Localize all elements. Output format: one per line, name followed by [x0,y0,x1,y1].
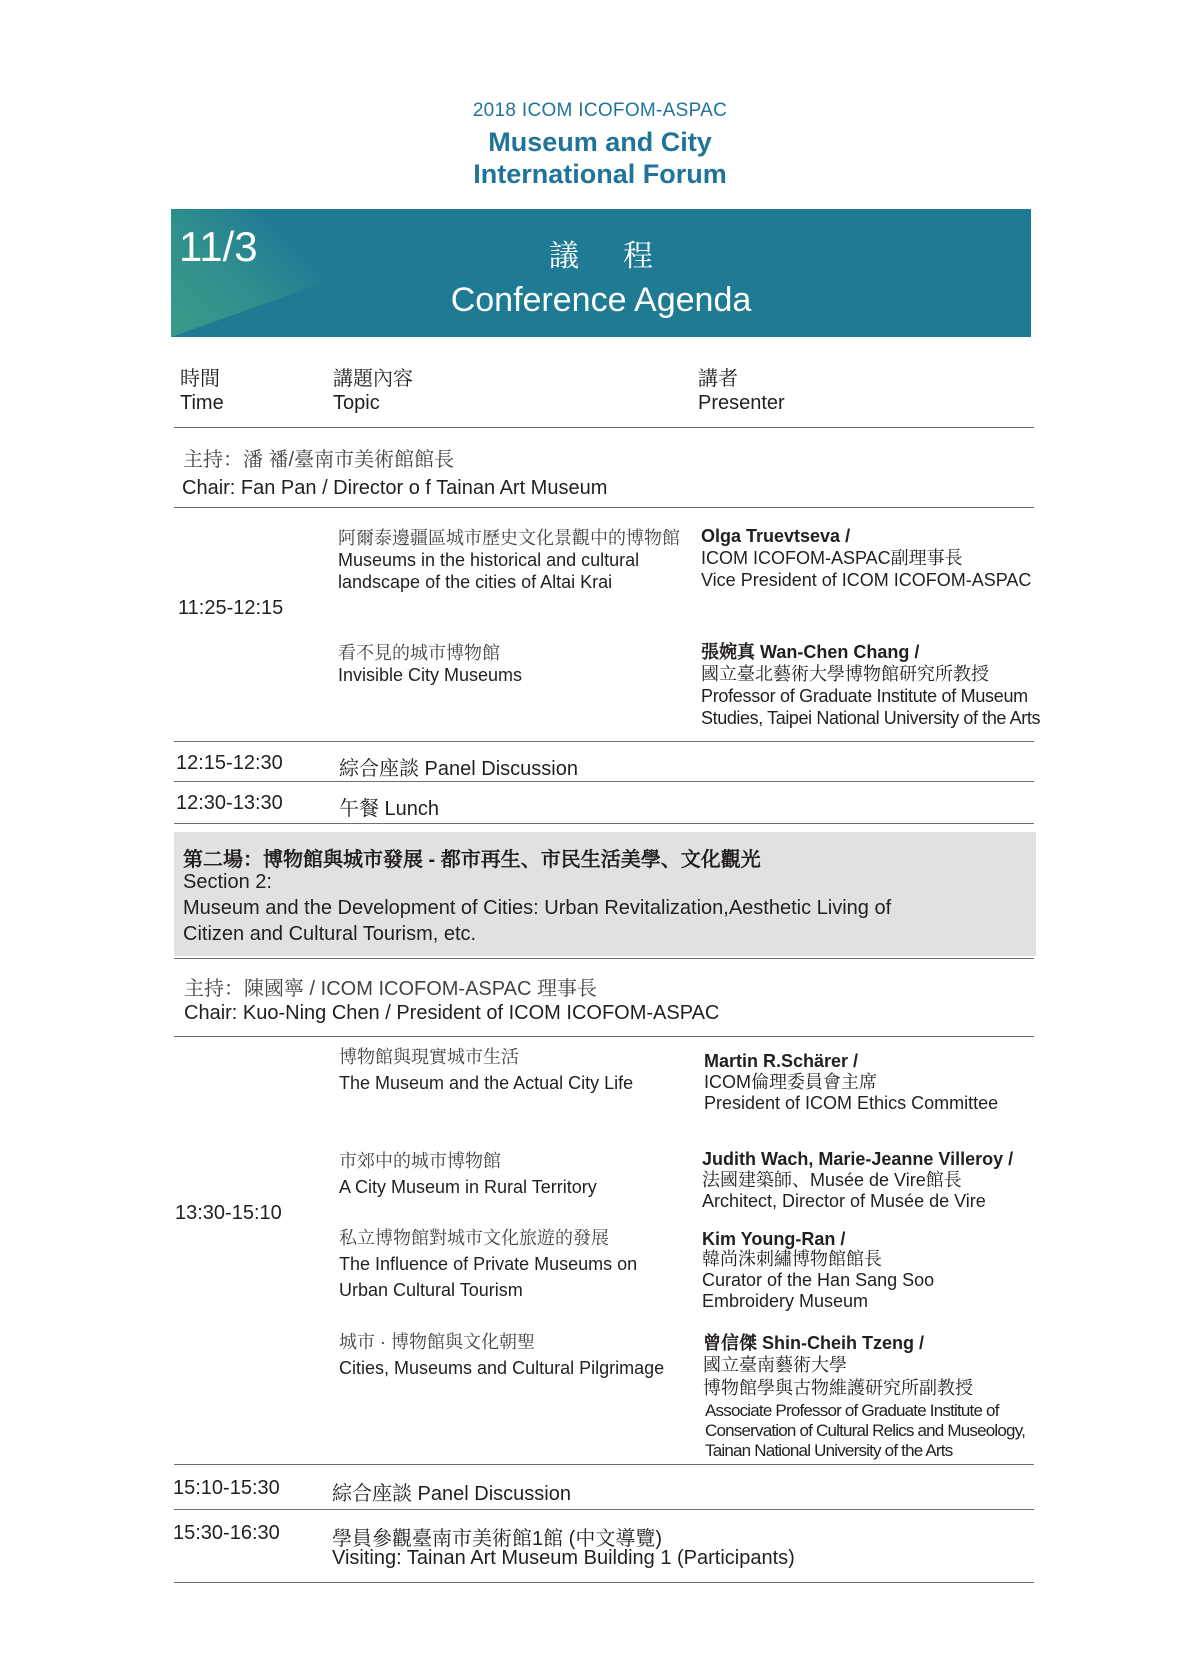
event-title-line1: Museum and City [488,127,712,157]
talk2-presenter-role-en: Studies, Taipei National University of the Arts [701,708,1041,728]
talk5-topic-en: The Influence of Private Museums on [339,1254,638,1274]
talk6-presenter-role-zh: 博物館學與古物維護研究所副教授 [703,1378,973,1398]
chair1-en: Chair: Fan Pan / Director o f Tainan Art Museum [182,477,608,499]
talk1-presenter-name: Olga Truevtseva / [701,526,851,546]
talk6-topic-en: Cities, Museums and Cultural Pilgrimage [339,1358,665,1378]
visit-time: 15:30-16:30 [173,1522,280,1544]
divider [174,1582,1034,1583]
block2-time: 13:30-15:10 [175,1202,282,1224]
chair1-zh: 主持：潘 襎/臺南市美術館館長 [183,449,455,471]
chair2-zh: 主持：陳國寧 / ICOM ICOFOM-ASPAC 理事長 [184,978,597,1000]
banner-title-en: Conference Agenda [450,281,752,319]
block1-time: 11:25-12:15 [178,597,284,619]
event-year-org: 2018 ICOM ICOFOM-ASPAC [472,100,728,121]
section2-label: Section 2: [183,871,272,893]
divider [174,741,1034,742]
divider [174,958,1034,959]
talk2-presenter-name: 張婉真 Wan-Chen Chang / [701,642,920,662]
talk4-presenter-role-zh: 法國建築師、Musée de Vire館長 [702,1170,962,1190]
talk6-presenter-role-en: Associate Professor of Graduate Institute of [705,1401,999,1420]
talk2-presenter-role-zh: 國立臺北藝術大學博物館研究所教授 [701,664,989,684]
lunch-label: 午餐 Lunch [339,798,440,820]
talk1-presenter-role-en: Vice President of ICOM ICOFOM-ASPAC [701,570,1032,590]
talk3-topic-zh: 博物館與現實城市生活 [339,1047,519,1067]
col-presenter-zh: 講者 [698,368,738,390]
talk2-presenter-role-en: Professor of Graduate Institute of Museum [701,686,1028,706]
divider [174,1509,1034,1510]
visit-label-en: Visiting: Tainan Art Museum Building 1 (Participants) [332,1547,795,1569]
section2-title-en: Museum and the Development of Cities: Urban Revitalization,Aesthetic Living of [183,897,892,919]
section2-title-zh: 第二場：博物館與城市發展 - 都市再生、市民生活美學、文化觀光 [183,849,761,871]
talk6-topic-zh: 城市 · 博物館與文化朝聖 [339,1332,535,1352]
talk5-presenter-role-zh: 韓尚洙刺繡博物館館長 [702,1249,882,1269]
panel1-label: 綜合座談 Panel Discussion [339,758,578,780]
panel2-time: 15:10-15:30 [173,1477,280,1499]
banner-date: 11/3 [179,223,258,270]
panel2-label: 綜合座談 Panel Discussion [332,1483,571,1505]
divider [174,507,1034,508]
talk1-topic-zh: 阿爾泰邊疆區城市歷史文化景觀中的博物館 [338,528,680,548]
talk3-presenter-role-en: President of ICOM Ethics Committee [704,1093,999,1113]
section2-title-en: Citizen and Cultural Tourism, etc. [183,923,477,945]
talk3-presenter-role-zh: ICOM倫理委員會主席 [704,1072,877,1092]
agenda-banner [171,209,1031,337]
event-title-line2: International Forum [473,159,727,189]
col-time-en: Time [180,392,224,414]
divider [174,1036,1034,1037]
divider [174,427,1034,428]
talk5-presenter-role-en: Embroidery Museum [702,1291,869,1311]
talk1-presenter-role-zh: ICOM ICOFOM-ASPAC副理事長 [701,548,963,568]
talk3-presenter-name: Martin R.Schärer / [704,1051,859,1071]
divider [174,1464,1034,1465]
banner-title-zh: 議程 [549,240,697,273]
talk5-topic-en: Urban Cultural Tourism [339,1280,523,1300]
talk2-topic-zh: 看不見的城市博物館 [338,643,500,663]
panel1-time: 12:15-12:30 [176,752,283,774]
talk3-topic-en: The Museum and the Actual City Life [339,1073,634,1093]
talk1-topic-en: landscape of the cities of Altai Krai [338,572,613,592]
talk5-presenter-name: Kim Young-Ran / [702,1229,846,1249]
talk4-presenter-name: Judith Wach, Marie-Jeanne Villeroy / [702,1149,1014,1169]
divider [174,781,1034,782]
talk6-presenter-affiliation-zh: 國立臺南藝術大學 [703,1355,847,1375]
talk6-presenter-role-en: Conservation of Cultural Relics and Museology, [705,1421,1026,1440]
talk1-topic-en: Museums in the historical and cultural [338,550,640,570]
col-time-zh: 時間 [180,368,220,390]
talk6-presenter-role-en: Tainan National University of the Arts [705,1441,953,1460]
chair2-en: Chair: Kuo-Ning Chen / President of ICOM ICOFOM-ASPAC [184,1002,720,1024]
talk4-presenter-role-en: Architect, Director of Musée de Vire [702,1191,986,1211]
talk6-presenter-name: 曾信傑 Shin-Cheih Tzeng / [703,1333,924,1353]
visit-label-zh: 學員參觀臺南市美術館1館 (中文導覽) [332,1528,662,1550]
talk5-topic-zh: 私立博物館對城市文化旅遊的發展 [339,1228,609,1248]
talk4-topic-zh: 市郊中的城市博物館 [339,1151,501,1171]
talk4-topic-en: A City Museum in Rural Territory [339,1177,597,1197]
col-topic-zh: 講題內容 [333,368,413,390]
talk5-presenter-role-en: Curator of the Han Sang Soo [702,1270,935,1290]
divider [174,823,1034,824]
col-topic-en: Topic [333,392,380,414]
lunch-time: 12:30-13:30 [176,792,283,814]
talk2-topic-en: Invisible City Museums [338,665,523,685]
col-presenter-en: Presenter [698,392,785,414]
